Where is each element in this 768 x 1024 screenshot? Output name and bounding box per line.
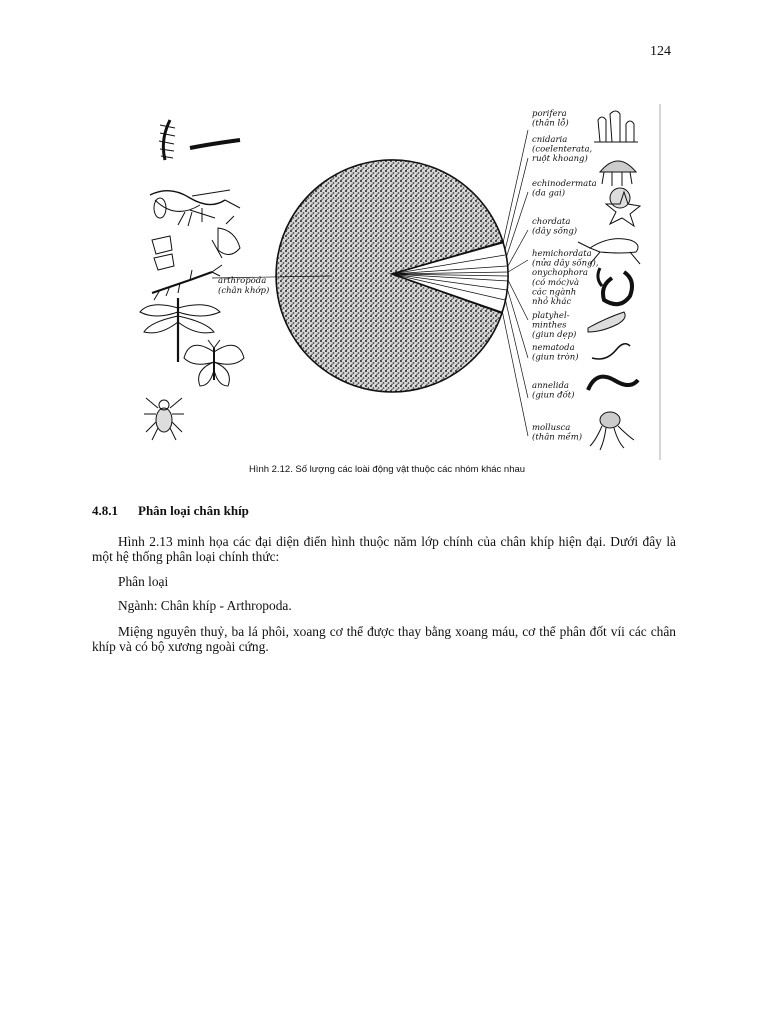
label-arthropoda-vn: (chân khớp) bbox=[218, 286, 270, 296]
crustacean-icon bbox=[152, 216, 240, 270]
group-label-5-line-1: minthes bbox=[532, 320, 567, 331]
jellyfish-icon bbox=[600, 161, 636, 186]
group-label-4-line-3: (có móc)và bbox=[532, 277, 580, 288]
group-label-1-line-2: ruột khoang) bbox=[532, 154, 588, 165]
spider-icon bbox=[144, 398, 184, 440]
butterfly-icon bbox=[184, 340, 244, 386]
group-label-4-line-2: onychophora bbox=[532, 268, 588, 279]
group-label-3-line-1: (dây sống) bbox=[532, 226, 578, 237]
starfish-icon bbox=[606, 188, 640, 226]
group-label-4-line-4: các ngành bbox=[532, 287, 577, 298]
group-label-7-line-1: (giun đốt) bbox=[532, 390, 575, 401]
annelid-icon bbox=[588, 377, 638, 390]
crayfish-icon bbox=[150, 190, 240, 226]
group-label-7-line-0: annelida bbox=[532, 381, 569, 391]
section-heading bbox=[92, 503, 249, 519]
group-label-2-line-0: echinodermata bbox=[532, 179, 597, 189]
group-label-0-line-0: porifera bbox=[532, 109, 567, 119]
figure-animal-groups bbox=[130, 100, 670, 465]
page-number: 124 bbox=[650, 44, 671, 59]
right-labels bbox=[532, 109, 599, 443]
group-label-4-line-1: (nửa dây sống), bbox=[532, 258, 599, 269]
pie-illustration bbox=[130, 100, 670, 465]
dragonfly-icon bbox=[140, 298, 220, 362]
section-title: Phân loại chân khíp bbox=[138, 503, 249, 518]
onychophora-icon bbox=[598, 268, 632, 304]
group-label-5-line-0: platyhel- bbox=[532, 311, 570, 321]
label-arthropoda: arthropoda bbox=[218, 276, 267, 286]
group-label-8-line-1: (thân mềm) bbox=[532, 432, 583, 443]
group-label-6-line-0: nematoda bbox=[532, 343, 575, 353]
paragraph: Miệng nguyên thuỷ, ba lá phôi, xoang cơ thể được thay bằng xoang máu, cơ thể phân đốt víi các chân khíp và có bộ xương ngoài cứng. bbox=[92, 624, 676, 654]
roundworm-icon bbox=[592, 344, 630, 359]
paragraph: Hình 2.13 minh họa các đại diện điển hình thuộc năm lớp chính của chân khíp hiện đại. Dưới đây là một hệ thống phân loại chính thức: bbox=[92, 534, 676, 564]
group-label-5-line-2: (giun dẹp) bbox=[532, 330, 577, 341]
paragraph: Ngành: Chân khíp - Arthropoda. bbox=[118, 598, 292, 613]
group-label-1-line-1: (coelenterata, bbox=[532, 144, 593, 155]
paragraph: Phân loại bbox=[118, 574, 169, 589]
flatworm-icon bbox=[588, 312, 625, 332]
group-label-0-line-1: (thân lỗ) bbox=[532, 118, 569, 129]
section-number: 4.8.1 bbox=[92, 503, 118, 518]
group-label-8-line-0: mollusca bbox=[532, 423, 571, 433]
group-label-4-line-5: nhỏ khác bbox=[532, 297, 572, 307]
sponge-icon bbox=[594, 111, 638, 142]
group-label-1-line-0: cnidaria bbox=[532, 135, 568, 145]
centipede-icon bbox=[159, 120, 240, 160]
silverfish-icon bbox=[152, 265, 222, 300]
group-label-3-line-0: chordata bbox=[532, 217, 571, 227]
group-label-6-line-1: (giun tròn) bbox=[532, 352, 579, 363]
group-label-4-line-0: hemichordata bbox=[532, 249, 592, 259]
mollusc-icon bbox=[590, 412, 634, 450]
group-label-2-line-1: (da gai) bbox=[532, 188, 566, 199]
figure-caption: Hình 2.12. Số lượng các loài động vật thuộc các nhóm khác nhau bbox=[248, 464, 526, 475]
